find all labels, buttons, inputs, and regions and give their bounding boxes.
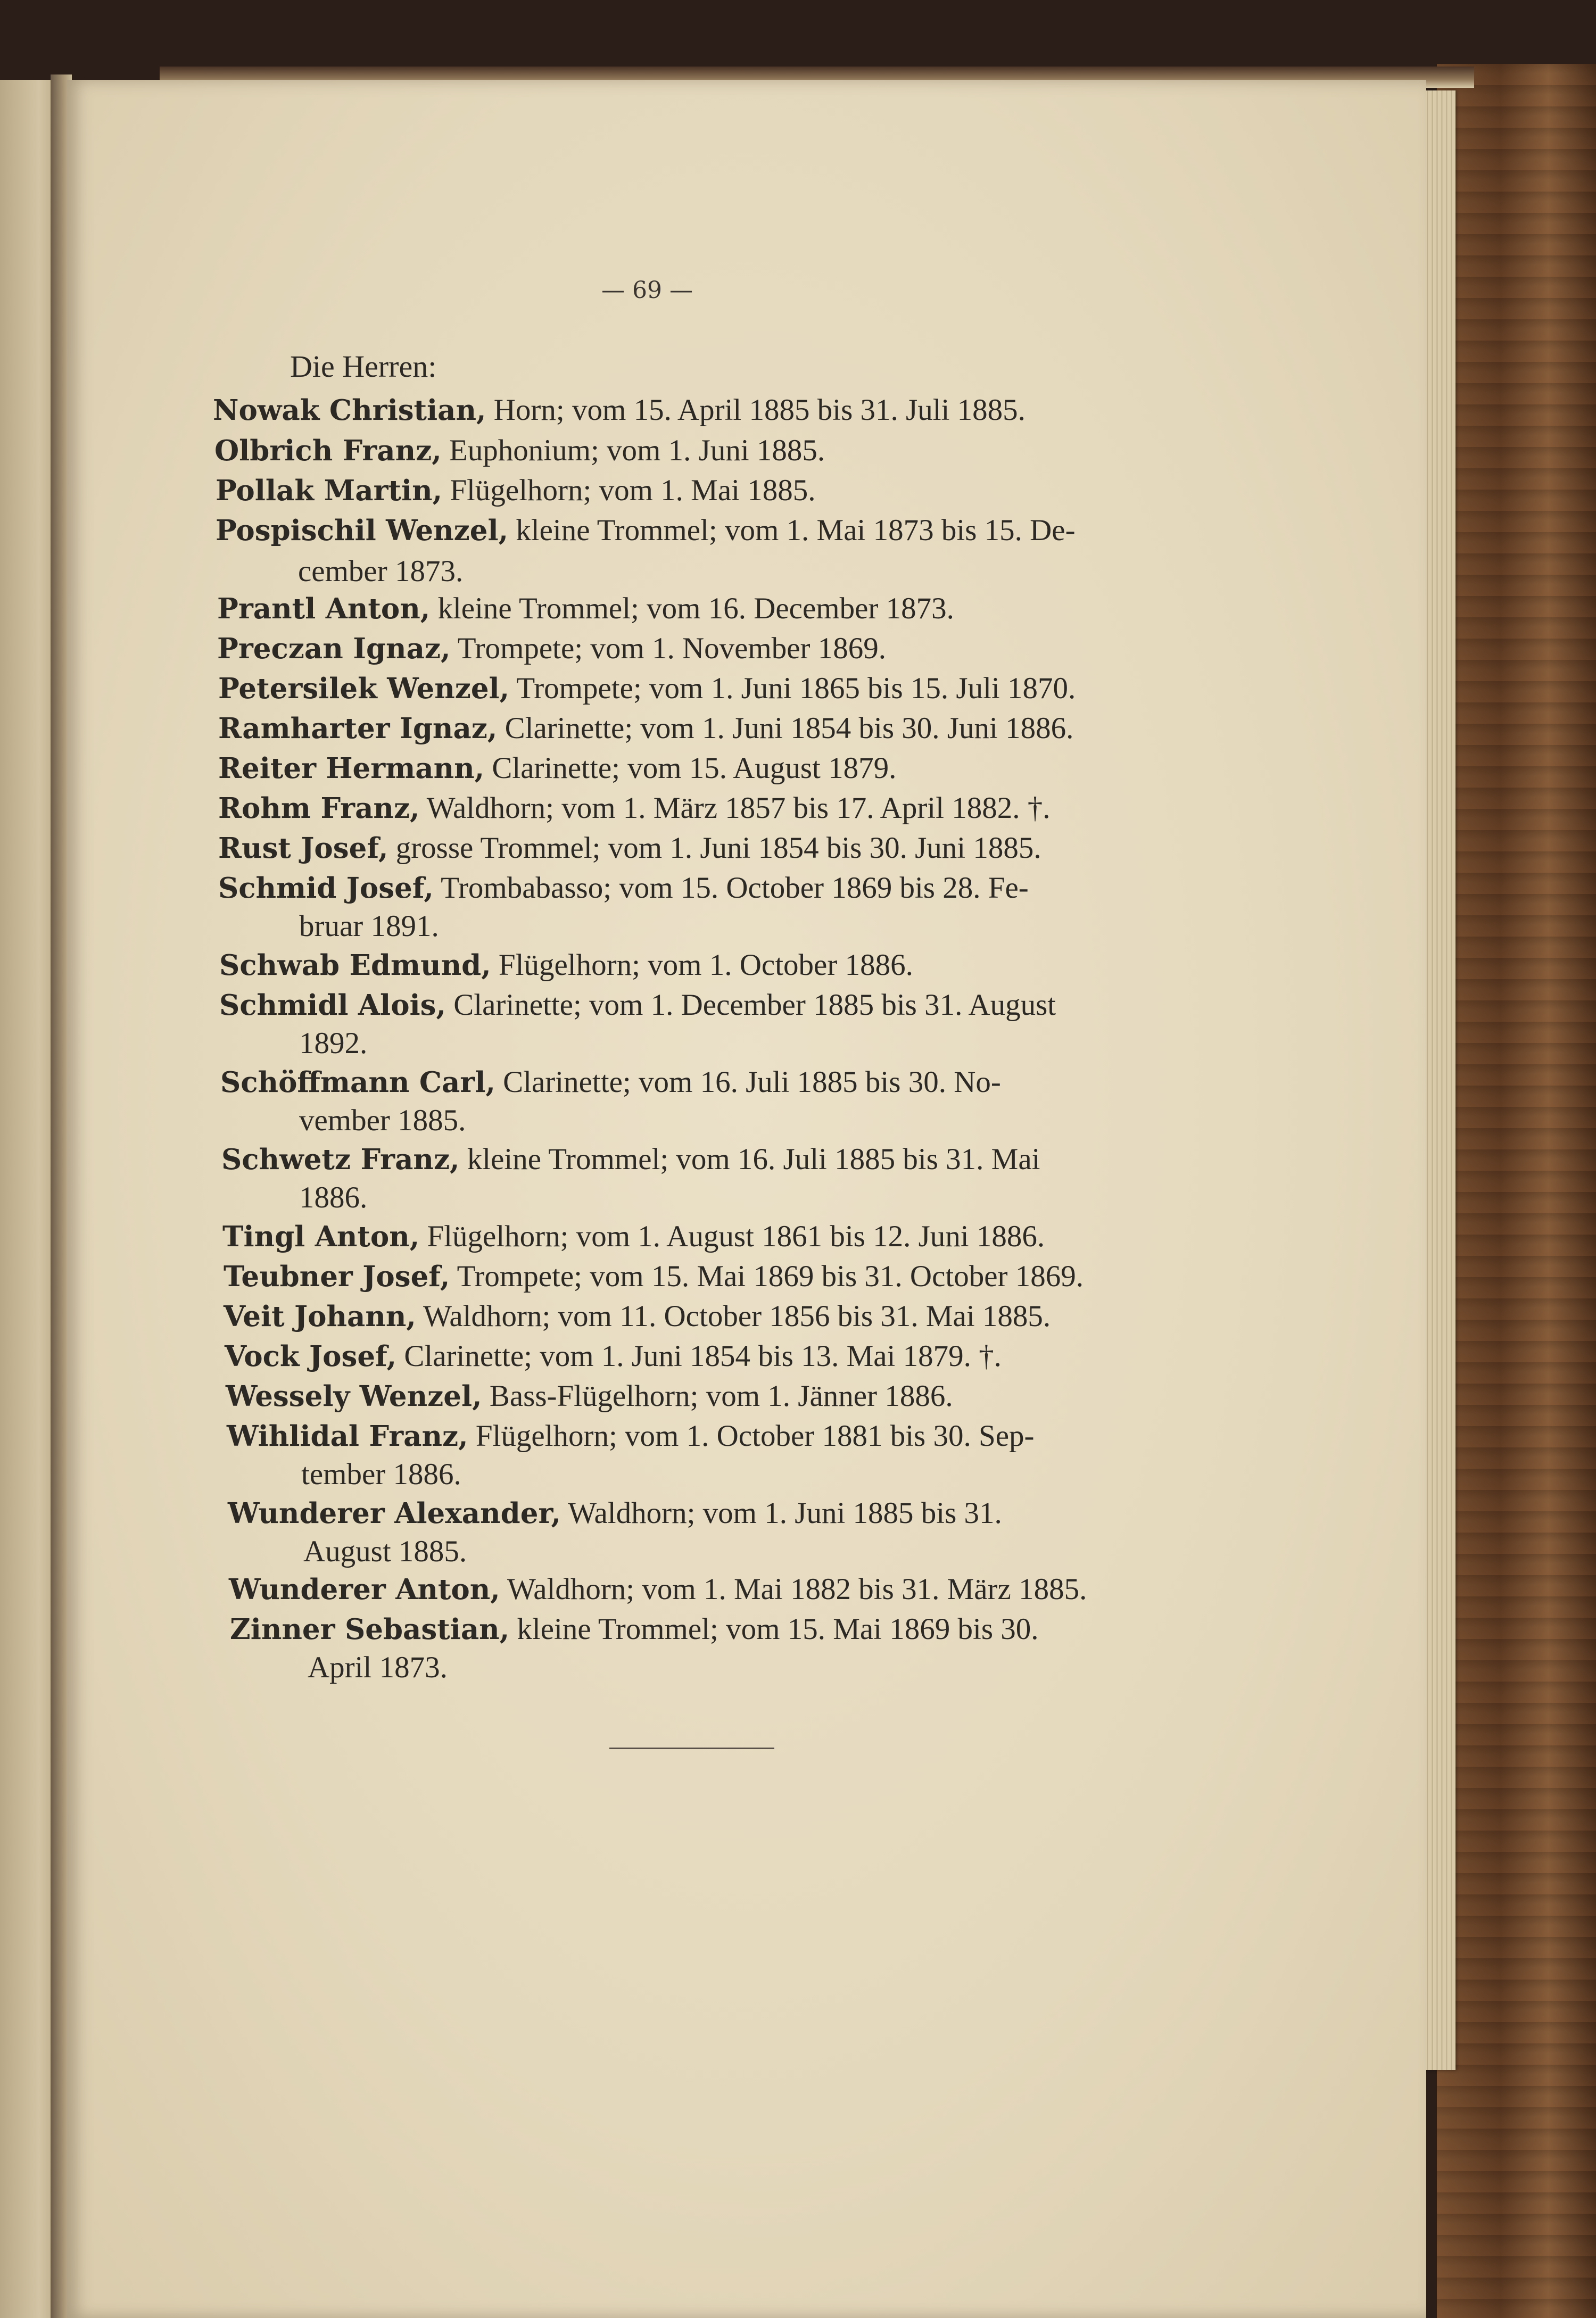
entry-line [218,673,1076,703]
entry-continuation: bruar 1891. [299,909,439,943]
entry-line [225,1341,1002,1371]
entry-line [217,633,886,664]
entry-text: Trompete; vom 1. Juni 1865 bis 15. Juli 1870. [516,672,1076,705]
entry-line [216,515,1076,545]
entry-text: Clarinette; vom 1. Juni 1854 bis 13. Mai 1879. †. [404,1339,1002,1373]
entry-name: Schöffmann Carl, [220,1066,495,1099]
section-rule [609,1748,774,1749]
entry-name: Veit Johann, [224,1300,416,1333]
entry-name: Vock Josef, [225,1340,397,1373]
entry-text: Clarinette; vom 15. August 1879. [492,751,897,785]
entry-line [217,593,954,624]
entry-name: Nowak Christian, [213,394,486,427]
entry-continuation: vember 1885. [299,1104,466,1137]
entry-line [216,475,816,506]
entry-name: Schmid Josef, [218,872,434,905]
entry-name: Olbrich Franz, [214,434,442,467]
entry-line [219,990,1056,1020]
entry-text: Flügelhorn; vom 1. Mai 1885. [450,474,816,507]
entry-name: Rust Josef, [218,832,388,865]
entry-line [228,1498,1002,1528]
heading: Die Herren: [290,349,437,384]
entry-line [218,753,896,783]
page-number: — 69 — [601,277,693,304]
entry-text: Waldhorn; vom 1. März 1857 bis 17. April 1882. †. [426,791,1051,825]
entry-continuation: 1892. [299,1026,368,1060]
entry-line [221,1144,1040,1174]
entry-line [214,435,825,466]
entry-text: kleine Trommel; vom 16. December 1873. [437,592,954,625]
entry-text: kleine Trommel; vom 16. Juli 1885 bis 31. Mai [467,1143,1040,1176]
entry-text: Flügelhorn; vom 1. October 1886. [498,948,913,982]
entry-text: Trompete; vom 15. Mai 1869 bis 31. October 1869. [457,1260,1084,1293]
entry-name: Pollak Martin, [216,474,443,507]
entry-text: Flügelhorn; vom 1. October 1881 bis 30. Sep- [475,1419,1035,1453]
entry-text: Waldhorn; vom 11. October 1856 bis 31. Mai 1885. [423,1299,1051,1333]
entry-continuation: tember 1886. [301,1458,461,1491]
entry-name: Wihlidal Franz, [227,1420,468,1453]
entry-line [222,1221,1045,1252]
entry-name: Reiter Hermann, [218,752,485,785]
entry-line [218,833,1041,863]
book-cover [1437,64,1596,2318]
entry-line [224,1261,1084,1292]
entry-name: Teubner Josef, [224,1260,450,1293]
entry-name: Ramharter Ignaz, [218,712,498,745]
entry-continuation: cember 1873. [298,554,464,588]
entry-text: Trompete; vom 1. November 1869. [457,632,887,665]
entry-name: Schwetz Franz, [221,1143,460,1176]
entry-name: Schwab Edmund, [219,949,491,982]
entry-line [230,1614,1039,1644]
entry-name: Rohm Franz, [218,792,420,825]
entry-name: Petersilek Wenzel, [218,672,510,705]
entry-text: Waldhorn; vom 1. Mai 1882 bis 31. März 1885. [507,1572,1087,1606]
entry-text: grosse Trommel; vom 1. Juni 1854 bis 30. Juni 1885. [395,831,1041,865]
entry-name: Schmidl Alois, [219,989,446,1022]
entry-text: Euphonium; vom 1. Juni 1885. [449,434,825,467]
entry-line [220,1067,1001,1097]
entry-line [218,873,1029,903]
entry-text: Clarinette; vom 1. December 1885 bis 31. August [453,988,1056,1022]
entry-text: kleine Trommel; vom 15. Mai 1869 bis 30. [517,1612,1039,1646]
entry-name: Wunderer Anton, [229,1573,500,1606]
entry-text: Horn; vom 15. April 1885 bis 31. Juli 1885. [493,393,1026,427]
entry-line [213,395,1026,425]
entry-text: Trombabasso; vom 15. October 1869 bis 28. Fe- [441,871,1029,905]
entry-continuation: April 1873. [308,1651,448,1684]
entry-continuation: 1886. [299,1181,368,1214]
entry-name: Wessely Wenzel, [226,1380,482,1413]
entry-line [219,950,913,980]
entry-text: kleine Trommel; vom 1. Mai 1873 bis 15. De- [516,514,1076,547]
entry-line [229,1574,1087,1604]
entry-continuation: August 1885. [303,1535,467,1568]
entry-name: Wunderer Alexander, [228,1497,561,1530]
entry-text: Clarinette; vom 1. Juni 1854 bis 30. Juni 1886. [505,711,1074,745]
entry-name: Tingl Anton, [222,1220,420,1253]
entry-text: Clarinette; vom 16. Juli 1885 bis 30. No- [503,1065,1001,1099]
entry-text: Bass-Flügelhorn; vom 1. Jänner 1886. [489,1379,953,1413]
entry-line [218,713,1073,743]
entry-name: Zinner Sebastian, [230,1613,510,1646]
left-page-edge [0,80,56,2318]
entry-line [224,1301,1051,1331]
entry-line [227,1421,1034,1451]
entry-line [218,793,1050,823]
entry-line [226,1381,953,1411]
entry-text: Flügelhorn; vom 1. August 1861 bis 12. Juni 1886. [427,1220,1045,1253]
entry-name: Prantl Anton, [217,592,431,625]
entry-text: Waldhorn; vom 1. Juni 1885 bis 31. [568,1496,1002,1530]
entry-name: Preczan Ignaz, [217,632,451,665]
entry-name: Pospischil Wenzel, [216,514,509,547]
